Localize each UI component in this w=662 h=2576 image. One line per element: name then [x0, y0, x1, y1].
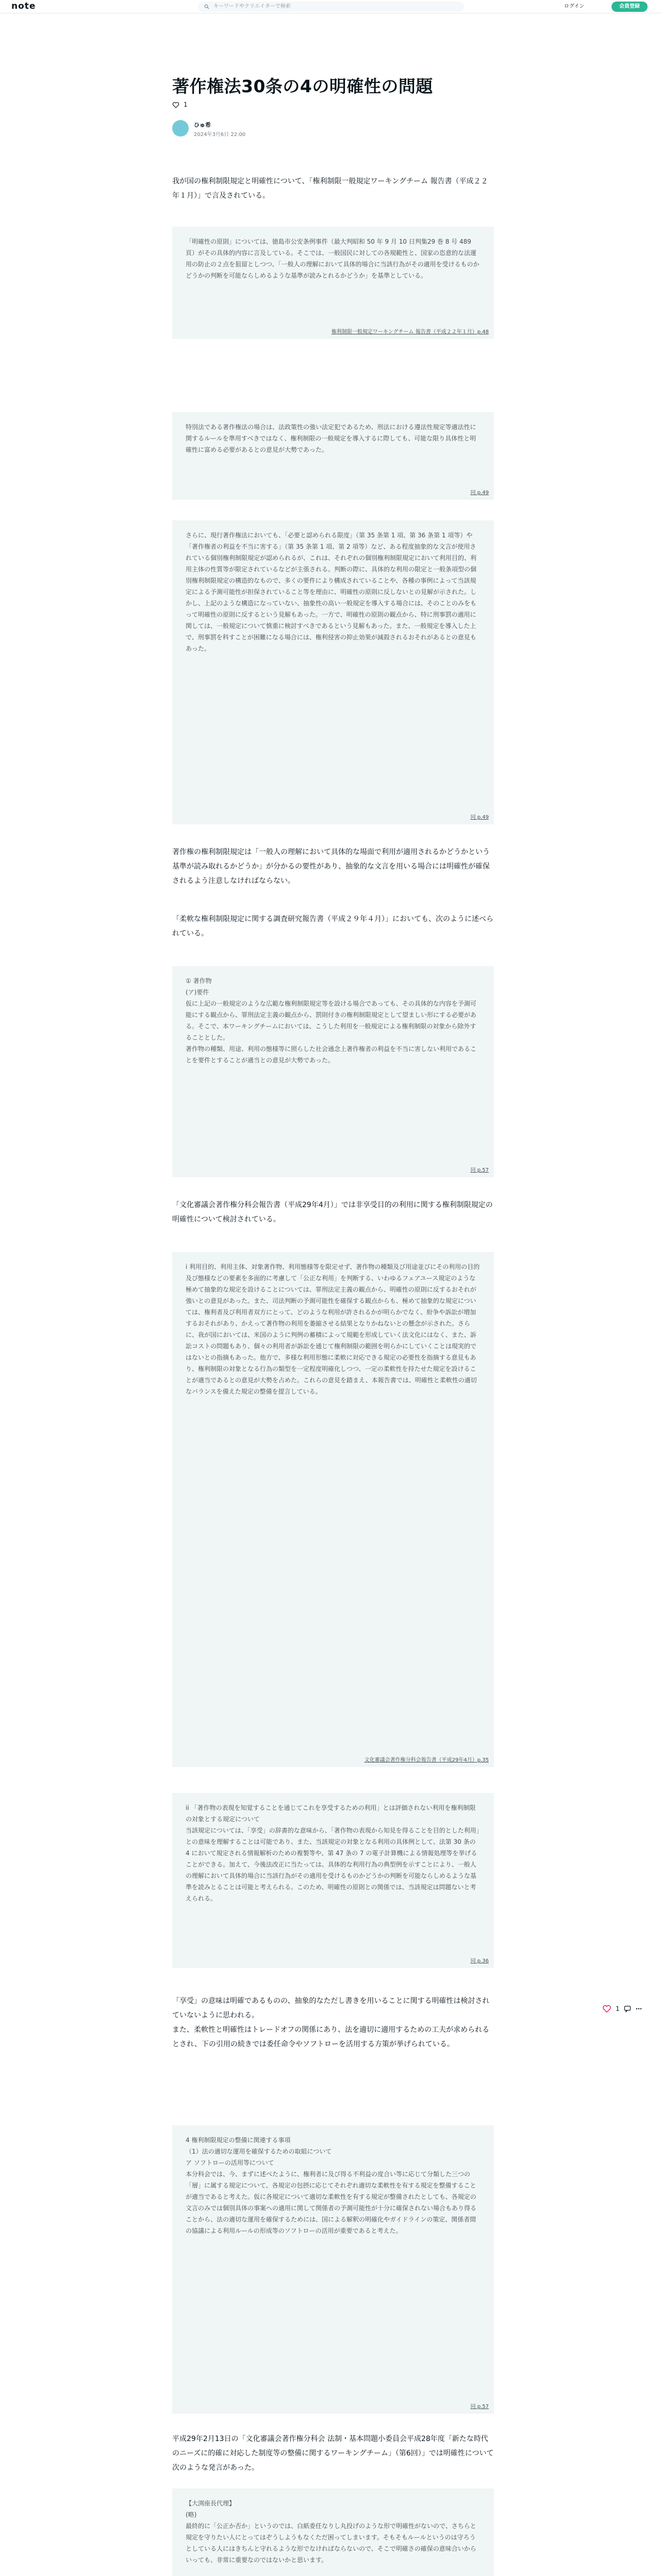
quote-citation[interactable]: 文化審議会著作権分科会報告書（平成29年4月）p.35: [364, 1757, 489, 1763]
publish-date: 2024年3月6日 22:00: [194, 132, 246, 138]
side-actions: [602, 2005, 642, 2013]
more-icon[interactable]: [635, 2005, 642, 2012]
paragraph: 「文化審議会著作権分科会報告書（平成29年4月）」では非享受目的の利用に関する権利制限規定の明確性について検討されている。: [172, 1201, 493, 1224]
paragraph: 「享受」の意味は明確であるものの、抽象的なただし書きを用いることに関する明確性は検討されていないように思われる。 また、柔軟性と明確性はトレードオフの関係にあり、法を適切に適用するための工夫が求められるとされ、下の引用の続きでは委任命令やソフトローを活用する方策が挙げられている。: [172, 1997, 490, 2048]
quote-citation[interactable]: 権利制限一般規定ワーキングチーム 報告書（平成２２年１月）p.48: [331, 329, 489, 335]
quote-text: ① 著作物 (ア)要件 仮に上記の一般規定のような広範な権利制限規定等を設ける場合であっても、その具体的な内容を予測可能にする観点から、罪刑法定主義の観点から、罰則付きの権利制限規定として望ましい形にする必要がある。そこで、本ワーキングチームにおいては、こうした利用を一般規定による権利制限の対象から除外することとした。 著作物の種類、用途、利用の態様等に照らした社会通念上著作権者の利益を不当に害しない利用であることを要件とすることが適当との意見が大勢であった。: [186, 977, 477, 1064]
avatar[interactable]: [172, 120, 189, 137]
quote-citation[interactable]: 同 p.49: [470, 490, 489, 496]
paragraph: 平成29年2月13日の「文化審議会著作権分科会 法制・基本問題小委員会平成28年度「新たな時代のニーズに的確に対応した制度等の整備に関するワーキングチーム」（第6回）」では明確性について次のような発言があった。: [172, 2435, 494, 2472]
blockquote: [172, 412, 494, 500]
search-input[interactable]: [198, 2, 464, 12]
site-header: [0, 0, 662, 13]
search-icon: [204, 4, 209, 9]
blockquote: [172, 520, 494, 824]
signup-button[interactable]: 会員登録: [611, 2, 648, 12]
quote-text: i 利用目的、利用主体、対象著作物、利用態様等を限定せず、著作物の種類及び用途並びにその利用の目的及び態様などの要素を多面的に考慮して「公正な利用」を判断する、いわゆるフェアユース規定のような極めて抽象的な規定を設けることについては、罪刑法定主義の観点から、明確性の原則に反するおそれが強いとの意見があった。また、司法判断の予測可能性を確保する観点からも、極めて抽象的な規定については、権利者及び利用者双方にとって、どのような利用が許されるかが明らかでなく、紛争や訴訟が増加するおそれがあり、かえって著作物の利用を萎縮させる結果となりかねないとの懸念が示された。さらに、我が国においては、米国のように判例の蓄積によって規範を形成していく法文化にはなく、また、訴訟コストの問題もあり、個々の利用者が訴訟を通じて権利制限の範囲を明らかにしていくことは現実的ではないとの指摘もあった。他方で、多様な利用形態に柔軟に対応できる規定の必要性を指摘する意見もあり、権利制限の対象となる行為の類型を一定程度明確化しつつ、一定の柔軟性を持たせた規定を設けることが適当であるとの意見が大勢を占めた。これらの意見を踏まえ、本報告書では、明確性と柔軟性の適切なバランスを備えた規定の整備を提言している。: [186, 1263, 480, 1395]
quote-citation[interactable]: 同 p.57: [470, 2404, 489, 2410]
login-link[interactable]: ログイン: [564, 4, 585, 9]
quote-text: 【大渕座長代理】 (略) 最終的に「公正か否か」というのでは、白紙委任なりし丸投げのような形で明確性がないので、さちらと規定を守りたい人にとってはぞうしようもなくただ困ってしまいます。そもそもルールというのは守ろうとしている人にはきちんと守れるような形でなければならないので、そこで明確さの確保の意味合いからいっても、非常に重要なのではないかと思います。: [186, 2500, 476, 2564]
quote-text: 特別法である著作権法の場合は、法政策性の強い法定犯であるため、刑法における遵法性規定等適法性に関するルールを準用すべきではなく、権利制限の一般規定を導入するに際しても、可能な限り具体性と明確性に富める必要があるとの意見が大勢であった。: [186, 423, 476, 453]
quote-text: 「明確性の原則」については、徳島市公安条例事件（最大判昭和 50 年 9 月 10 日判集29 巻 8 号 489 頁）がその具体的内容に言及している。そこでは、一般国民に対しての各規範性と、国家の恣意的な法運用の防止の２点を狙留としつつ、「一般人の理解において具体的場合に当該行為がその適用を受けるものかどうかの判断を可能ならしめるような基準が読みとれるかどうか」を基準としている。: [186, 238, 479, 279]
paragraph: 「柔軟な権利制限規定に関する調査研究報告書（平成２９年４月）」においても、次のように述べられている。: [172, 915, 493, 938]
quote-text: 4 権利制限規定の整備に関連する事項 （1）法の適切な運用を確保するための取組について ア ソフトローの活用等について 本分科会では、今、まずに述べたように、権利者に及び得る不利益の度合い等に応じて分類した三つの「層」に属する規定について、各規定の包摂に応じてそれぞれ適切な柔軟性を有する規定を整備することが適当であると考えた。仮に各規定について適切な柔軟性を有する規定が整備されたとしても、各規定の文言のみでは個別具体の事案への適用に関して関係者の予測可能性が十分に確保されない場合もあり得ることから、法の適切な運用を確保するためには、国による解釈の明確化やガイドラインの策定、関係者間の協議による利用ルールの形成等のソフトローの活用が重要であると考えた。: [186, 2137, 477, 2234]
paragraph: 我が国の権利制限規定と明確性について、「権利制限一般規定ワーキングチーム 報告書（平成２２年１月）」で言及されている。: [172, 177, 488, 200]
paragraph: 著作権の権利制限規定は「一般人の理解において具体的な場面で利用が適用されるかどうかという基準が読み取れるかどうか」が分かるの要性があり、抽象的な文言を用いる場合には明確性が確保されるよう注意しなければならない。: [172, 848, 490, 885]
heart-icon[interactable]: [602, 2005, 611, 2013]
page-title: 著作権法30条の4の明確性の問題: [172, 76, 433, 96]
blockquote: [172, 2125, 494, 2414]
blockquote: [172, 1793, 494, 1968]
like-count: 1: [184, 101, 188, 108]
quote-citation[interactable]: 同 p.57: [470, 1167, 489, 1173]
quote-text: ii 「著作物の表現を知覚することを通じてこれを享受するための利用」とは評価されない利用を権利制限の対象とする規定について 当該規定については、「享受」の辞書的な意味から、「著作物の表現から知見を得ることを目的とした利用」との意味を理解することは可能であり、また、当該規定の対象となる利用の具体例として、法第 30 条の 4 において規定される情報解析のための複製等や、第 47 条の 7 の電子計算機による情報処理等を挙げることができる。加えて、今後法改正に当たっては、具体的な利用行為の典型例を示すことにより、一般人の理解において具体的場合に当該行為がその適用を受けるものかどうかの判断を可能ならしめるような基準を読みとることは可能と考えられる。このため、明確性の原則との関係では、当該規定は問題ないと考えられる。: [186, 1804, 479, 1902]
comment-icon[interactable]: [624, 2005, 631, 2012]
heart-icon[interactable]: [172, 101, 179, 109]
blockquote: [172, 2488, 494, 2576]
author-name[interactable]: ひゅ希: [194, 122, 211, 128]
note-logo[interactable]: note: [11, 1, 36, 11]
search-placeholder: キーワードやクリエイターで検索: [213, 4, 291, 9]
blockquote: [172, 966, 494, 1177]
quote-text: さらに、現行著作権法においても、「必要と認められる限度」（第 35 条第 1 項、第 36 条第 1 項等）や「著作権者の利益を不当に害する」（第 35 条第 1 項、第 2 項等）など、ある程度抽象的な文言が使用されている個別権利制限規定が認められるが、これは、それぞれの個別権利制限規定において利用目的、利用主体の性質等が限定されているなどが主張される。判断の際に、具体的な利用の限定と一般条項型の個別権利制限規定の構造的なもので、多くの要件により構成されていることや、各種の事例によって当該規定による予測可能性が担保されていること等を理由に、明確性の原則に反しないとの見解が示された。しかし、上記のような構造になっていない、抽象性の高い一般規定を導入する場合には、そのことのみをもって明確性の原則に反するという見解もあった。一方で、明確性の原則の観点から、特に刑事罰の適用に関しては、一般規定について慎重に検討すべきであるという見解もあった。また、一般規定を導入した上で、刑事罰を科すことが困難になる場合には、権利侵害の抑止効果が減殺されるおそれがあるとの意見もあった。: [186, 532, 477, 652]
quote-citation[interactable]: 同 p.36: [470, 1958, 489, 1964]
side-like-count: 1: [616, 2005, 620, 2012]
blockquote: [172, 227, 494, 339]
quote-citation[interactable]: 同 p.49: [470, 815, 489, 820]
blockquote: [172, 1252, 494, 1767]
